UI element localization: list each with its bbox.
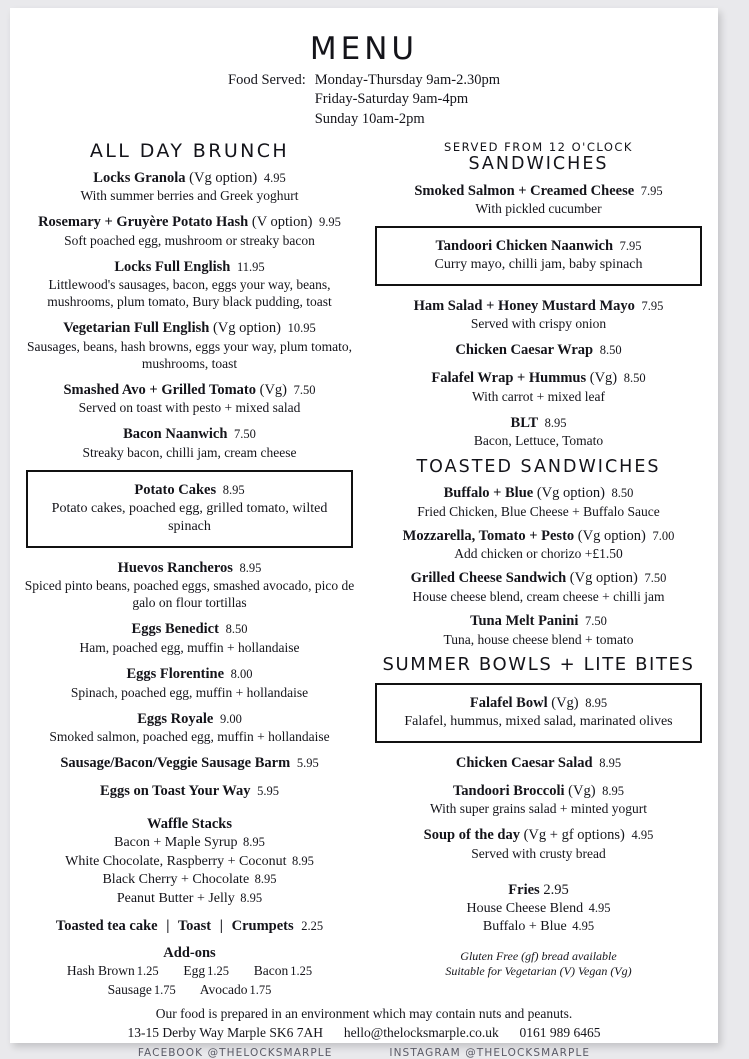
menu-item-price: 8.50 bbox=[225, 622, 248, 637]
menu-page bbox=[10, 8, 718, 1059]
instagram-handle[interactable]: INSTAGRAM @THELOCKSMARPLE bbox=[389, 1047, 591, 1059]
waffle-price: 8.95 bbox=[254, 872, 277, 887]
menu-item-qualifier: (Vg option) bbox=[189, 169, 258, 186]
menu-item bbox=[24, 258, 355, 311]
menu-item-price: 4.95 bbox=[263, 170, 286, 185]
dietary-note-line: Gluten Free (gf) bread available bbox=[460, 948, 617, 963]
menu-item-price: 8.95 bbox=[544, 415, 567, 430]
footer bbox=[24, 1005, 704, 1059]
menu-item-description: With summer berries and Greek yoghurt bbox=[80, 188, 299, 204]
menu-item-description: Served on toast with pesto + mixed salad bbox=[78, 400, 301, 416]
menu-item-description: With carrot + mixed leaf bbox=[471, 388, 606, 404]
menu-item-description: Falafel, hummus, mixed salad, marinated olives bbox=[404, 713, 673, 729]
waffle-price: 8.95 bbox=[291, 853, 314, 868]
fries-price: 4.95 bbox=[572, 919, 595, 934]
menu-item-qualifier: (Vg) bbox=[568, 782, 596, 799]
menu-item-price: 5.95 bbox=[257, 783, 279, 798]
fries-price: 4.95 bbox=[588, 900, 611, 915]
menu-item-price: 7.95 bbox=[641, 298, 664, 313]
menu-item-price: 8.95 bbox=[599, 756, 622, 771]
menu-item-name: Buffalo + Blue (Vg option) 8.50 bbox=[443, 485, 634, 502]
menu-item-qualifier: (Vg + gf options) bbox=[523, 827, 625, 844]
menu-item-description: Soft poached egg, mushroom or streaky bacon bbox=[64, 232, 315, 248]
waffle-line: Peanut Butter + Jelly 8.95 bbox=[116, 890, 263, 906]
menu-item bbox=[373, 527, 704, 563]
menu-item-description: With pickled cucumber bbox=[475, 201, 602, 217]
menu-item-description: Smoked salmon, poached egg, muffin + hollandaise bbox=[49, 729, 330, 745]
menu-item-price: 8.95 bbox=[602, 783, 625, 798]
waffle-line: White Chocolate, Raspberry + Coconut 8.95 bbox=[65, 853, 314, 869]
menu-item-name: Mozzarella, Tomato + Pesto (Vg option) 7.00 bbox=[402, 527, 675, 544]
menu-item bbox=[373, 297, 704, 333]
menu-item bbox=[373, 826, 704, 862]
menu-item-qualifier: (Vg) bbox=[551, 695, 579, 712]
menu-item-name: Tandoori Chicken Naanwich 7.95 bbox=[435, 238, 642, 255]
add-ons-group bbox=[24, 944, 355, 999]
menu-item-price: 9.00 bbox=[219, 711, 242, 726]
menu-item bbox=[373, 754, 704, 773]
menu-item-price: 7.50 bbox=[644, 571, 667, 586]
menu-item bbox=[24, 319, 355, 372]
served-from-note: SERVED FROM 12 O'CLOCK bbox=[444, 139, 633, 154]
contact-line bbox=[24, 1023, 704, 1043]
menu-item-qualifier: (Vg option) bbox=[569, 570, 638, 587]
dietary-notes bbox=[373, 949, 704, 980]
menu-item bbox=[24, 754, 355, 773]
menu-item-price: 8.50 bbox=[599, 343, 622, 358]
menu-item-name: Sausage/Bacon/Veggie Sausage Barm 5.95 bbox=[60, 755, 319, 772]
menu-item-qualifier: (Vg) bbox=[589, 369, 618, 386]
menu-item-description: Tuna, house cheese blend + tomato bbox=[443, 631, 634, 647]
menu-columns bbox=[24, 139, 704, 999]
fries-line: House Cheese Blend 4.95 bbox=[466, 900, 611, 916]
menu-item-description: House cheese blend, cream cheese + chilli jam bbox=[412, 588, 665, 604]
waffle-line: Black Cherry + Chocolate 8.95 bbox=[102, 872, 277, 888]
hours-line: Monday-Thursday 9am-2.30pm bbox=[314, 72, 500, 88]
menu-item bbox=[373, 369, 704, 405]
featured-item-box-falafel-bowl bbox=[375, 683, 702, 743]
pipe-separator: | bbox=[166, 917, 170, 934]
menu-item-description: With super grains salad + minted yogurt bbox=[429, 801, 648, 817]
menu-item-price: 7.50 bbox=[585, 613, 607, 628]
waffle-stacks-group bbox=[24, 815, 355, 908]
menu-item bbox=[24, 169, 355, 205]
menu-item-price: 8.50 bbox=[611, 486, 634, 501]
pipe-separator: | bbox=[219, 917, 223, 934]
menu-item-name: BLT 8.95 bbox=[510, 414, 567, 431]
waffle-line: Bacon + Maple Syrup 8.95 bbox=[114, 835, 265, 851]
add-ons-title: Add-ons bbox=[163, 944, 216, 961]
add-ons-row: Hash Brown 1.25 Egg 1.25 Bacon 1.25 bbox=[66, 963, 313, 979]
menu-item-name: Tuna Melt Panini 7.50 bbox=[470, 612, 607, 629]
menu-item-price: 7.95 bbox=[640, 183, 663, 198]
menu-item-qualifier: (Vg option) bbox=[536, 485, 605, 502]
menu-item-description: Spinach, poached egg, muffin + hollandaise bbox=[70, 684, 309, 700]
menu-item-description: Curry mayo, chilli jam, baby spinach bbox=[434, 256, 643, 272]
menu-item bbox=[373, 612, 704, 648]
menu-item bbox=[24, 782, 355, 801]
email-link[interactable]: hello@thelocksmarple.co.uk bbox=[343, 1025, 499, 1040]
section-heading-sandwiches: SANDWICHES bbox=[468, 154, 609, 175]
menu-item bbox=[373, 569, 704, 605]
hours-line: Friday-Saturday 9am-4pm bbox=[314, 91, 469, 108]
menu-item-name: Huevos Rancheros 8.95 bbox=[117, 559, 262, 576]
menu-item-qualifier: (Vg option) bbox=[577, 527, 646, 544]
page-title: MENU bbox=[309, 31, 419, 67]
facebook-handle[interactable]: FACEBOOK @THELOCKSMARPLE bbox=[137, 1047, 333, 1059]
menu-item-price: 5.95 bbox=[296, 756, 319, 771]
menu-item-name: Locks Full English 11.95 bbox=[114, 258, 265, 275]
menu-item-qualifier: (V option) bbox=[251, 214, 313, 231]
menu-item-name: Soup of the day (Vg + gf options) 4.95 bbox=[423, 827, 654, 844]
fries-title-row: Fries 2.95 bbox=[508, 881, 569, 898]
menu-item-name: Chicken Caesar Salad 8.95 bbox=[455, 755, 622, 772]
featured-item-box-potato-cakes bbox=[26, 470, 353, 548]
menu-item-name: Tandoori Broccoli (Vg) 8.95 bbox=[452, 782, 625, 799]
menu-item-name: Smoked Salmon + Creamed Cheese 7.95 bbox=[414, 182, 663, 199]
menu-item-qualifier: (Vg option) bbox=[212, 320, 282, 337]
featured-item-box-tandoori-chicken-naanwich bbox=[375, 226, 702, 286]
menu-item bbox=[373, 484, 704, 520]
menu-item-description: Spiced pinto beans, poached eggs, smashed avocado, pico de galo on flour tortillas bbox=[24, 578, 355, 611]
add-on-price: 1.75 bbox=[153, 982, 176, 997]
menu-item-description: Potato cakes, poached egg, grilled tomato, wilted spinach bbox=[51, 500, 328, 534]
menu-item-price: 7.95 bbox=[619, 239, 642, 254]
social-handles bbox=[24, 1047, 704, 1059]
waffle-price: 8.95 bbox=[243, 835, 265, 850]
menu-item-name: Eggs Florentine 8.00 bbox=[126, 666, 253, 683]
hours-line: Sunday 10am-2pm bbox=[314, 110, 425, 127]
menu-item-price: 2.25 bbox=[301, 918, 324, 933]
hours-label: Food Served: bbox=[228, 72, 306, 88]
menu-item bbox=[24, 213, 355, 249]
teacake-toast-crumpets-line: Toasted tea cake | Toast | Crumpets 2.25 bbox=[55, 917, 324, 934]
menu-item bbox=[373, 182, 704, 218]
allergen-notice: Our food is prepared in an environment which may contain nuts and peanuts. bbox=[155, 1005, 573, 1021]
menu-item bbox=[373, 782, 704, 818]
menu-item-name: Rosemary + Gruyère Potato Hash (V option) 9.95 bbox=[38, 214, 341, 231]
add-on-price: 1.25 bbox=[207, 964, 229, 979]
dietary-note-line: Suitable for Vegetarian (V) Vegan (Vg) bbox=[445, 964, 632, 979]
menu-item-price: 10.95 bbox=[287, 321, 316, 336]
menu-item bbox=[373, 414, 704, 450]
section-heading-toasted-sandwiches: TOASTED SANDWICHES bbox=[416, 457, 661, 478]
menu-item bbox=[24, 381, 355, 417]
fries-group bbox=[373, 881, 704, 937]
service-hours bbox=[24, 71, 704, 129]
menu-item-description: Fried Chicken, Blue Cheese + Buffalo Sauce bbox=[417, 503, 660, 519]
add-on-price: 1.25 bbox=[290, 964, 313, 979]
menu-item-price: 8.00 bbox=[230, 667, 253, 682]
menu-item-description: Bacon, Lettuce, Tomato bbox=[473, 433, 604, 449]
add-ons-row: Sausage 1.75 Avocado 1.75 bbox=[107, 981, 272, 997]
menu-item-description: Ham, poached egg, muffin + hollandaise bbox=[79, 640, 300, 656]
fries-price: 2.95 bbox=[543, 881, 569, 898]
add-on-price: 1.75 bbox=[249, 982, 272, 997]
menu-item-name: Eggs Benedict 8.50 bbox=[131, 621, 248, 638]
menu-item bbox=[24, 710, 355, 746]
menu-item-name: Eggs on Toast Your Way 5.95 bbox=[100, 782, 279, 799]
column-all-day-brunch bbox=[24, 139, 364, 999]
address: 13-15 Derby Way Marple SK6 7AH bbox=[127, 1025, 324, 1040]
menu-item-name: Falafel Bowl (Vg) 8.95 bbox=[469, 695, 608, 712]
menu-item-name: Ham Salad + Honey Mustard Mayo 7.95 bbox=[413, 297, 664, 314]
menu-item-price: 7.50 bbox=[293, 382, 316, 397]
menu-item-price: 7.50 bbox=[234, 427, 256, 442]
menu-item-name: Bacon Naanwich 7.50 bbox=[123, 426, 256, 443]
menu-item-name: Locks Granola (Vg option) 4.95 bbox=[93, 169, 286, 186]
menu-item-price: 7.00 bbox=[652, 528, 675, 543]
menu-item-price: 8.95 bbox=[222, 483, 245, 498]
menu-item-qualifier: (Vg) bbox=[259, 381, 287, 398]
menu-item-description: Served with crusty bread bbox=[471, 845, 606, 861]
menu-item bbox=[373, 341, 704, 360]
menu-item bbox=[24, 425, 355, 461]
menu-item-description: Littlewood's sausages, bacon, eggs your way, beans, mushrooms, plum tomato, Bury black pudding, toast bbox=[47, 277, 332, 310]
menu-item-description: Served with crispy onion bbox=[470, 316, 607, 332]
menu-item-description: Add chicken or chorizo +£1.50 bbox=[454, 546, 623, 562]
menu-item-price: 4.95 bbox=[631, 828, 654, 843]
menu-item-price: 8.95 bbox=[585, 696, 608, 711]
menu-item-name: Chicken Caesar Wrap 8.50 bbox=[455, 342, 622, 359]
column-sandwiches-bowls bbox=[364, 139, 704, 980]
fries-line: Buffalo + Blue 4.95 bbox=[482, 919, 595, 935]
menu-item-price: 11.95 bbox=[237, 259, 265, 274]
menu-item-name: Grilled Cheese Sandwich (Vg option) 7.50 bbox=[410, 570, 667, 587]
menu-item bbox=[24, 559, 355, 612]
section-heading-all-day-brunch: ALL DAY BRUNCH bbox=[89, 139, 290, 162]
menu-item-name: Potato Cakes 8.95 bbox=[134, 482, 245, 499]
section-heading-summer-bowls: SUMMER BOWLS + LITE BITES bbox=[382, 653, 695, 675]
waffle-stacks-title: Waffle Stacks bbox=[147, 816, 232, 833]
menu-item-price: 9.95 bbox=[319, 215, 341, 230]
phone-number[interactable]: 0161 989 6465 bbox=[519, 1025, 601, 1040]
menu-item-description: Sausages, beans, hash browns, eggs your way, plum tomato, mushrooms, toast bbox=[27, 338, 352, 371]
waffle-price: 8.95 bbox=[240, 890, 263, 905]
menu-item-name: Smashed Avo + Grilled Tomato (Vg) 7.50 bbox=[63, 381, 316, 398]
menu-item bbox=[24, 665, 355, 701]
add-on-price: 1.25 bbox=[136, 964, 159, 979]
menu-item-name: Falafel Wrap + Hummus (Vg) 8.50 bbox=[431, 369, 646, 386]
hours-list bbox=[315, 71, 500, 129]
menu-item bbox=[24, 620, 355, 656]
menu-item-description: Streaky bacon, chilli jam, cream cheese bbox=[82, 445, 297, 461]
menu-item-name: Eggs Royale 9.00 bbox=[137, 710, 242, 727]
menu-item-price: 8.50 bbox=[623, 370, 646, 385]
menu-item-price: 8.95 bbox=[239, 560, 262, 575]
menu-item-name: Vegetarian Full English (Vg option) 10.95 bbox=[63, 320, 316, 337]
